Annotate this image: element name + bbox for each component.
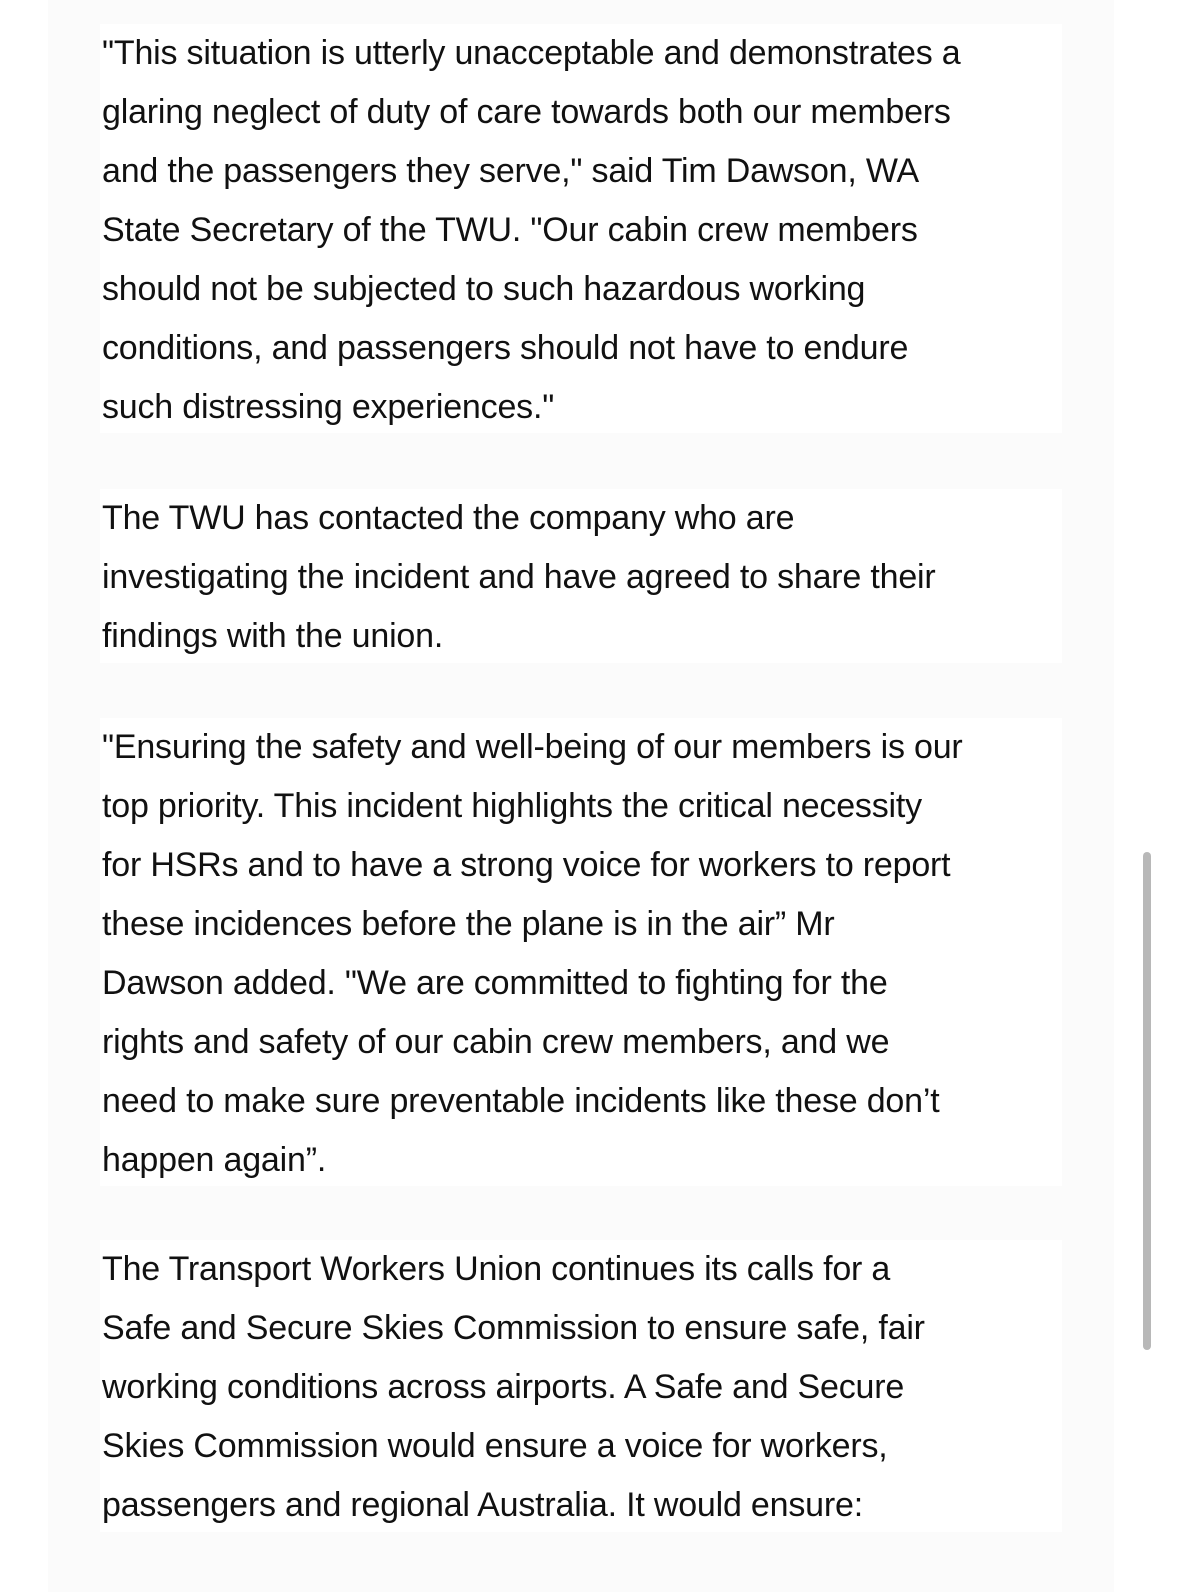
text-line: glaring neglect of duty of care towards both our members bbox=[102, 93, 951, 131]
text-line: working conditions across airports. A Safe and Secure bbox=[102, 1368, 905, 1406]
text-line: Safe and Secure Skies Commission to ensure safe, fair bbox=[102, 1309, 925, 1347]
text-line: for HSRs and to have a strong voice for workers to report bbox=[102, 846, 951, 884]
paragraph-skies-commission bbox=[100, 1240, 1062, 1532]
text-line: conditions, and passengers should not have to endure bbox=[102, 329, 909, 367]
text-line: top priority. This incident highlights the critical necessity bbox=[102, 787, 922, 825]
text-line: happen again”. bbox=[102, 1141, 327, 1179]
text-line: findings with the union. bbox=[102, 617, 444, 655]
text-line: and the passengers they serve," said Tim Dawson, WA bbox=[102, 152, 919, 190]
text-line: rights and safety of our cabin crew members, and we bbox=[102, 1023, 890, 1061]
text-line: Skies Commission would ensure a voice for workers, bbox=[102, 1427, 888, 1465]
paragraph-dawson-quote bbox=[100, 24, 1062, 433]
text-line: State Secretary of the TWU. "Our cabin crew members bbox=[102, 211, 918, 249]
text-line: "Ensuring the safety and well-being of our members is our bbox=[102, 728, 963, 766]
text-line: investigating the incident and have agreed to share their bbox=[102, 558, 936, 596]
paragraph-safety-priority bbox=[100, 718, 1062, 1186]
text-line: such distressing experiences." bbox=[102, 388, 555, 426]
text-line: Dawson added. "We are committed to fighting for the bbox=[102, 964, 888, 1002]
text-line: should not be subjected to such hazardous working bbox=[102, 270, 866, 308]
text-line: The Transport Workers Union continues its calls for a bbox=[102, 1250, 891, 1288]
vertical-scrollbar[interactable] bbox=[1143, 852, 1151, 1350]
paragraph-company-contact bbox=[100, 489, 1062, 663]
text-line: these incidences before the plane is in the air” Mr bbox=[102, 905, 835, 943]
text-line: passengers and regional Australia. It would ensure: bbox=[102, 1486, 863, 1524]
text-line: need to make sure preventable incidents like these don’t bbox=[102, 1082, 940, 1120]
text-line: "This situation is utterly unacceptable and demonstrates a bbox=[102, 34, 961, 72]
text-line: The TWU has contacted the company who are bbox=[102, 499, 795, 537]
